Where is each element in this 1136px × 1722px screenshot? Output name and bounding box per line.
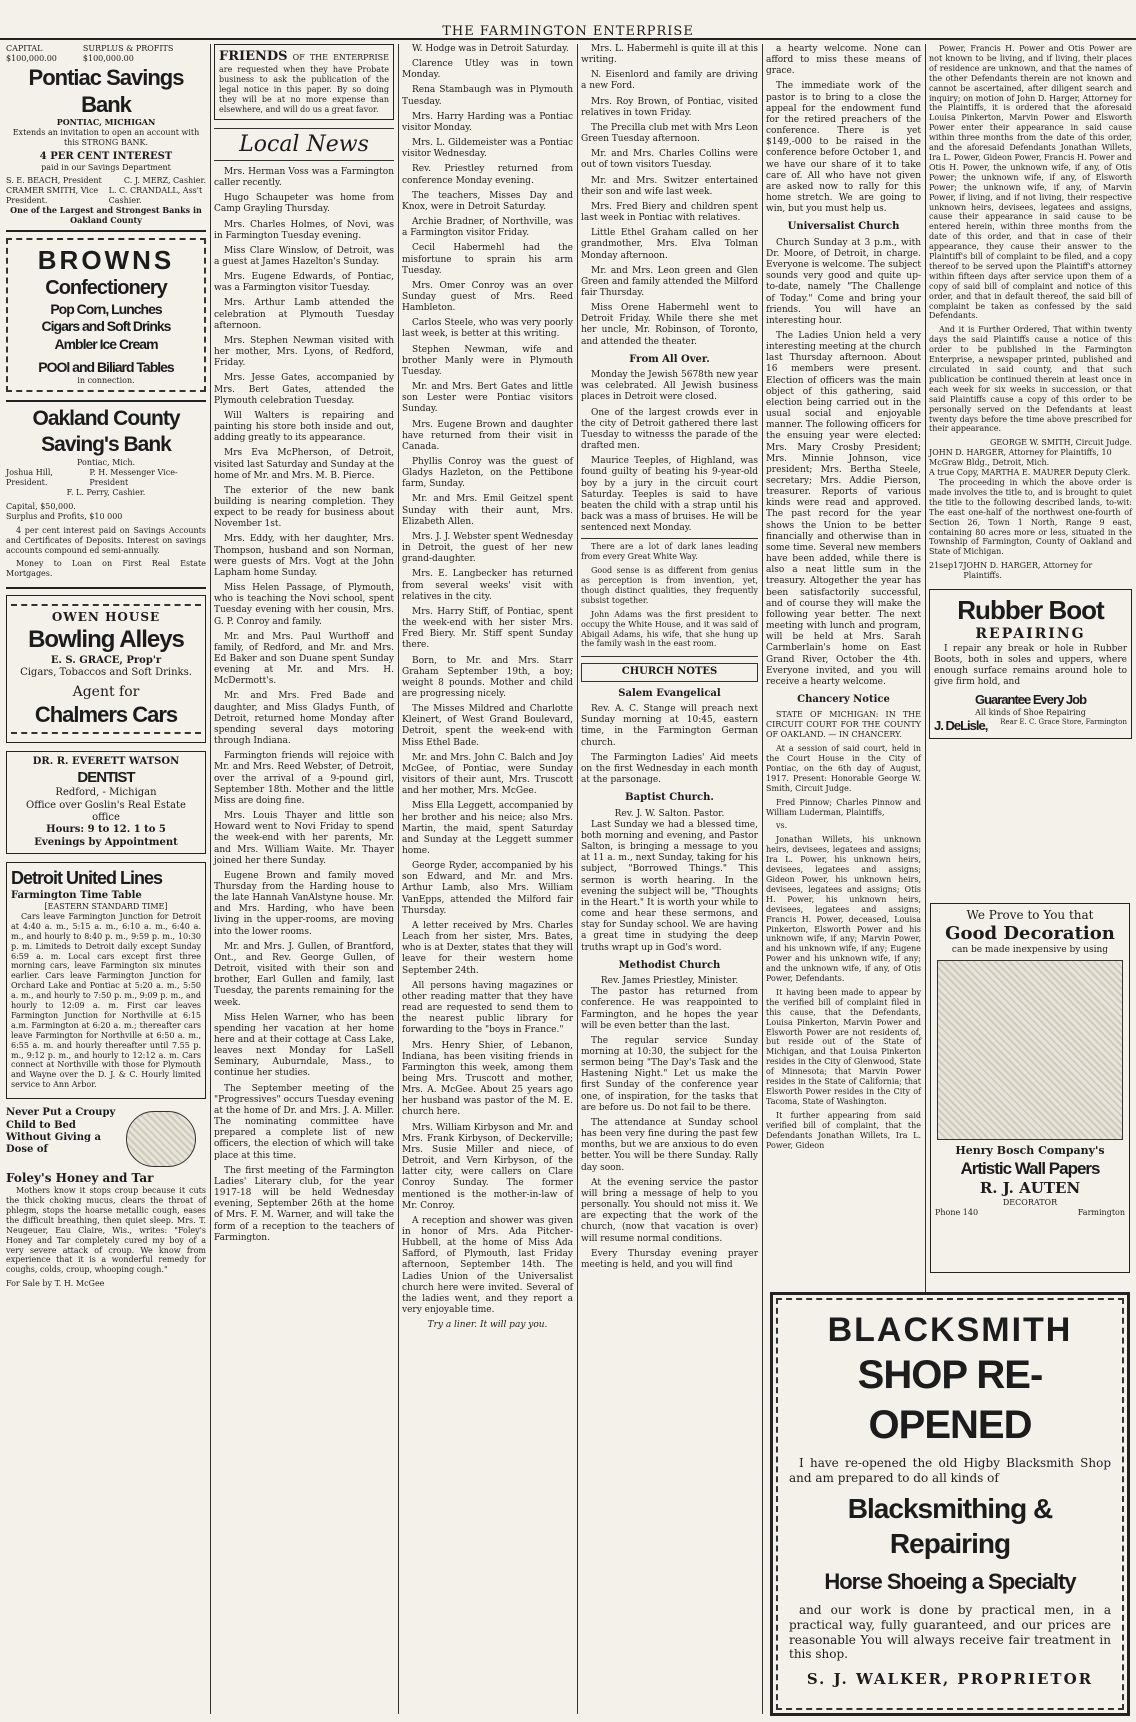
news-paragraph: W. Hodge was in Detroit Saturday. [412,44,569,54]
dentist-evenings: Evenings by Appointment [34,836,178,848]
news-paragraph: Jonathan Willets, his unknown heirs, devisees, legatees and assigns; Ira L. Power, his unknown heirs, devisees, legatees and assigns; Gideon Power, his unknown heirs, devisees, legatees and assigns; Otis H. Power, his unknown heirs, devisees, legatees and assigns; Francis H. Power, deceased, Louisa Pinkerton, Elsworth Power and his unknown wife, if any; Marvin Power, and his unknown wife, if any; Eugene Power and his unknown wife, if any; and the unknown wife, if any, of Otis Power, Defendants. [766,835,921,984]
news-paragraph: Mrs. Stephen Newman visited with her mother, Mrs. Lyons, of Redford, Friday. [214,335,394,369]
news-paragraph: The first meeting of the Farmington Ladies' Literary club, for the year 1917-18 will be held Wednesday evening, September 26th at the home of Mrs. F. M. Warner, and will take the form of a reception to the teachers of Farmington. [214,1165,394,1243]
news-paragraph: Maurice Teeples, of Highland, was found guilty of beating his 9-year-old boy by a jury in the circuit court Saturday. Teeples is said to have beaten the child with a strap until his back was a mass of bruises. He will be sentenced next Monday. [581,456,758,534]
news-paragraph: At the evening service the pastor will bring a message of help to you personally. You should not miss it. We are expecting that the work of the church, (now that vacation is over) will resume normal conditions. [581,1177,758,1244]
dul-name: Detroit United Lines [11,868,163,889]
news-paragraph: Carlos Steele, who was very poorly last week, is better at this writing. [402,318,573,340]
news-paragraph: Mrs. Eugene Brown and daughter have returned from their visit in Canada. [402,419,573,452]
smith-body2: and our work is done by practical men, in a practical way, fully guaranteed, and our prices are reasonable You will always receive fair treatment in this shop. [789,1602,1111,1662]
from-all-over-heading: From All Over. [629,353,710,365]
friends-body: OF THE ENTERPRISE are requested when they have Probate business to ask the publication of the legal notice in this paper. By so doing they will be at no more expense than elsewhere, and will do us a great favor. [219,53,389,114]
bank-name: Pontiac Savings Bank [28,64,184,118]
oakland-bank-ad [6,400,206,589]
deco-role: DECORATOR [1002,1197,1058,1207]
news-paragraph: Miss Ella Leggett, accompanied by her brother and his neice; also Mrs. Martin, the maid, spent Saturday and Sunday at the Leggett summer home. [402,801,573,856]
smith-h2: SHOP RE-OPENED [857,1353,1043,1447]
local-news-heading: Local News [214,128,394,161]
salem-text: The Farmington Ladies' Aid meets on the first Wednesday in each month at the parsonage. [581,752,758,786]
deco-h5: Artistic Wall Papers [960,1158,1100,1178]
owen-agent: Agent for [72,683,140,700]
liner-footer: Try a liner. It will pay you. [427,1320,548,1331]
foley-body: Mothers know it stops croup because it cuts the thick choking mucus, clears the throat of phlegm, stops the hoarse metallic cough, eases the difficult breathing, then quiet sleep. Mrs. T. Neugeuer, Eau Claire, Wis., writes: "Foley's Honey and Tar completely cured my boy of a very severe attack of croup. We know from experience that it is a wonderful remedy for coughs, colds, croup, whooping cough." [6,1186,206,1275]
news-paragraph: Mr. and Mrs. Emil Geitzel spent Sunday with their aunt, Mrs. Elizabeth Allen. [402,494,573,527]
column-legal-ads [929,44,1132,802]
deco-town: Farmington [1077,1207,1125,1217]
news-list [402,44,573,1316]
news-paragraph: Mrs. Omer Conroy was an over Sunday guest of Mrs. Reed Hambleton. [402,280,573,314]
news-paragraph: Phyllis Conroy was the guest of Gladys Hazleton, on the Pettibone farm, Sunday. [402,457,573,490]
smith-h3: Blacksmithing & Repairing [847,1493,1053,1559]
news-paragraph: Mr. and Mrs. Charles Collins were out of town visitors Tuesday. [581,149,758,171]
column-news-3 [402,44,573,1714]
local-news-list [214,167,394,1244]
news-paragraph: All persons having magazines or other reading matter that they have read are requested to send them to the nearest public library for forwarding to the "boys in France." [402,980,573,1036]
news-paragraph: STATE OF MICHIGAN: IN THE CIRCUIT COURT FOR THE COUNTY OF OAKLAND. — IN CHANCERY. [766,710,921,740]
news-paragraph: The September meeting of the "Progressives" occurs Tuesday evening at the home of Dr. and Mrs. J. A. Miller. The nominating committee have prepared a complete list of new officers, the election of which will take place at this time. [214,1083,394,1161]
smith-h4: Horse Shoeing a Specialty [824,1568,1076,1594]
browns-line: in connection. [77,376,135,386]
officer: Joshua Hill, President. [6,468,53,488]
sig-date: 21sep17 [929,561,964,571]
news-paragraph: Mrs. Fred Biery and children spent last week in Pontiac with relatives. [581,201,758,224]
dentist-office: Office over Goslin's Real Estate office [26,799,186,824]
news-paragraph: Good sense is as different from genius as perception is from invention, yet, though distinct qualities, they frequently subsist together. [581,566,758,605]
dul-std: [EASTERN STANDARD TIME] [44,901,168,911]
news-paragraph: The Misses Mildred and Charlotte Kleinert, of West Grand Boulevard, Detroit, spent the week-end with Miss Ethel Bade. [402,704,573,748]
news-list [581,44,758,348]
true-copy: A true Copy, MARTHA E. MAURER Deputy Clerk. [929,468,1131,478]
news-paragraph: Mrs. Harry Harding was a Pontiac visitor Monday. [402,111,573,133]
news-paragraph: Farmington friends will rejoice with Mr. and Mrs. Reed Webster, of Detroit, over the arrival of a 9-pound girl, September 18th. Mother and the little Miss are doing fine. [214,751,394,806]
salem-heading: Salem Evangelical [618,687,721,699]
column-local-news [214,44,394,1714]
rubber-body: I repair any break or hole in Rubber Boots, both in soles and uppers, where enough surface remains around hole to give firm hold, and [934,643,1127,688]
foley-ad [6,1107,206,1289]
dentist-hours: Hours: 9 to 12. 1 to 5 [46,824,166,836]
news-paragraph: Mrs. Eugene Edwards, of Pontiac, was a Farmington visitor Tuesday. [214,272,394,294]
news-paragraph: Mrs. Arthur Lamb attended the celebration at Plymouth Tuesday afternoon. [214,298,394,331]
news-paragraph: Born, to Mr. and Mrs. Starr Graham September 19th, a boy; weight 8 pounds. Mother and child are progressing nicely. [402,655,573,699]
surplus: SURPLUS & PROFITS $100,000.00 [82,44,174,63]
decoration-ad [930,903,1130,1273]
foley-h2: Foley's Honey and Tar [6,1171,154,1186]
news-paragraph: Mr. and Mrs. Switzer entertained their son and wife last week. [581,175,758,197]
news-list [766,44,921,215]
judge: GEORGE W. SMITH, Circuit Judge. [989,438,1132,448]
news-paragraph: A letter received by Mrs. Charles Leach from her sister, Mrs. Bates, who is at Dexter, states that they will leave for their western home September 24th. [402,920,573,976]
legal-text: And it is Further Ordered, That within twenty days the said Plaintiffs cause a notice of this order to be published in the Farmington Enterprise, a newspaper printed, published and circulated in said county, and that such publication be continued therein at least once in each week for six weeks in succession, or that said Plaintiffs cause a copy of this order to be personally served on the Defendants at least twenty days before the time above prescribed for their appearance. [929,325,1132,434]
news-paragraph: At a session of said court, held in the Court House in the City of Pontiac, on the 6th day of August, 1917. Present: Honorable George W. Smith, Circuit Judge. [766,744,921,793]
universalist-list [766,238,921,688]
room-illustration [937,960,1123,1140]
bank-interest: 4 PER CENT INTEREST [39,151,173,163]
detroit-united-ad [6,862,206,1099]
owen-alleys: Bowling Alleys [28,626,184,654]
column-rule [398,44,399,1714]
news-paragraph: N. Eisenlord and family are driving a new Ford. [581,70,758,92]
news-paragraph: Archie Bradner, of Northville, was a Farmington visitor Friday. [402,217,573,239]
signature: JOHN D. HARGER, Attorney for Plaintiffs. [963,561,1093,581]
news-paragraph: It having been made to appear by the verified bill of complaint filed in this cause, that the Defendants, Louisa Pinkerton, Marvin Power and Elsworth Power are not residents of, but reside out of the State of Michigan, and that Louisa Pinkerton resides in the City of Glenwood, State of Minnesota; that Marvin Power resides in the State of California; that Elsworth Power resides in the City of Tacoma, State of Washington. [766,987,921,1106]
blacksmith-ad [770,1292,1130,1716]
news-paragraph: Mrs. Louis Thayer and little son Howard went to Novi Friday to spend the week-end with her parents, Mr. and Mrs. William Waite. Mr. Thayer joined her there Sunday. [214,811,394,866]
salem-text: Rev. A. C. Stange will preach next Sunday morning at 10:45, eastern time, in the Farmington German church. [581,704,758,748]
deco-h4: Henry Bosch Company's [955,1144,1105,1158]
news-paragraph: The immediate work of the pastor is to bring to a close the appeal for the endowment fund for the retired preachers of the conference. There is yet $149,-000 to be raised in the conference before October 1, and we have our share of it to take care of. All who have not given are asked now to rally for this home stretch. We are going to win, but you must help us. [766,81,921,215]
friends-title: FRIENDS [219,49,288,64]
news-paragraph: Mr. and Mrs. J. Gullen, of Brantford, Ont., and Rev. George Gullen, of Detroit, visited with their son and brother, Earl Gullen and family, last Tuesday, the parents remaining for the week. [214,941,394,1008]
baptist-heading: Baptist Church. [625,792,714,804]
news-paragraph: Rev. Priestley returned from conference Monday evening. [402,164,573,186]
dentist-ad [6,751,206,854]
news-paragraph: Mrs. E. Langbecker has returned from several weeks' visit with relatives in the city. [402,569,573,602]
news-paragraph: Miss Helen Warner, who has been spending her vacation at her home here and at their cottage at Cass Lake, leaves next Monday for LaSell Seminary, Auburndale, Mass., to continue her studies. [214,1012,394,1079]
pontiac-bank-ad [6,44,206,232]
news-paragraph: Will Walters is repairing and painting his store both inside and out, adding greatly to its appearance. [214,410,394,444]
oakland-surplus: Surplus and Profits, $10 000 [6,511,123,521]
news-paragraph: Little Ethel Graham called on her grandmother, Mrs. Elva Tolman Monday afternoon. [581,228,758,261]
news-paragraph: Mrs. Herman Voss was a Farmington caller recently. [214,166,394,189]
dentist-place: Redford, - Michigan [55,787,157,799]
news-paragraph: John Adams was the first president to occupy the White House, and it was said of Abigail Adams, his wife, that she hung up the family wash in the east room. [581,609,758,649]
rubber-kinds: All kinds of Shoe Repairing [975,708,1086,718]
news-paragraph: Mr. and Mrs. John C. Balch and Joy McGee, of Pontiac, were Sunday visitors of their aunt, Mrs. Truscott and her mother, Mrs. McGee. [402,752,573,797]
news-paragraph: Hugo Schaupeter was home from Camp Grayling Thursday. [214,193,394,215]
news-paragraph: Mrs. Roy Brown, of Pontiac, visited relatives in town Friday. [581,96,758,118]
news-paragraph: Mr. and Mrs. Leon green and Glen Green and family attended the Milford fair Thursday. [581,265,758,298]
column-rule [210,44,211,1714]
news-paragraph: Mrs. Henry Shier, of Lebanon, Indiana, has been visiting friends in Farmington this week, among them being Mrs. Truscott and mother, Mrs. A. McGee. About 25 years ago her husband was pastor of the M. E. church here. [402,1040,573,1118]
rubber-title: Rubber Boot [957,595,1104,626]
news-paragraph: George Ryder, accompanied by his son Edward, and Mr. and Mrs. Arthur Lamb, also Mrs. William VanEpps, attended the Milford fair Thursday. [402,861,573,916]
column-rule [762,44,763,1714]
browns-ad [6,238,206,392]
news-paragraph: Mrs. Eddy, with her daughter, Mrs. Thompson, husband and son Norman, were guests of Mrs. Vogt at the John Lapham home Sunday. [214,534,394,578]
friends-notice [214,44,394,120]
deco-name: R. J. AUTEN [979,1179,1081,1198]
dul-table: Farmington Time Table [11,889,142,901]
news-paragraph: Cecil Habermehl had the misfortune to sprain his arm Tuesday. [402,243,573,276]
news-paragraph: There are a lot of dark lanes leading from every Great White Way. [581,542,758,562]
deco-h2: Good Decoration [945,922,1115,944]
news-paragraph: The regular service Sunday morning at 10:30, the subject for the sermon being "The Day's Task and the Hastening Night." Let us make the first Sunday of the conference year one, of inspiration, for the tasks that are before us. Do not fail to be there. [581,1035,758,1113]
rubber-guar: Guarantee Every Job [974,692,1087,708]
bank-tagline: One of the Largest and Strongest Banks in Oakland County [10,205,202,225]
smith-prop: S. J. WALKER, PROPRIETOR [806,1670,1094,1689]
column-news-4 [581,44,758,1714]
column-church-legal [766,44,922,1150]
legal-text: The proceeding in which the above order is made involves the title to, and is brought to quiet the title to the following described lands, to-wit: The east one-half of the northwest one-fourth of Section 26, Town 1 North, Range 9 east, containing 80 acres more or less, situated in the Township of Farmington, County of Oakland and State of Michigan. [929,477,1132,557]
smith-body: I have re-opened the old Higby Blacksmith Shop and am prepared to do all kinds of [789,1456,1111,1486]
from-all-over-list [581,370,758,534]
dul-body: Cars leave Farmington Junction for Detroit at 4:40 a. m., 5:15 a. m., 6:10 a. m., 6:40 a. m., and hourly to 8:40 p. m., 9:59 p. m., 10:30 p. m. Limiteds to Detroit daily except Sunday 6:59 a. m. Local cars except first three morning cars, leave Farmington six minutes earlier. Cars leave Farmington Junction for Orchard Lake and Pontiac at 5:20 a. m., 5:50 a. m., and hourly to 7:50 p. m., 9:09 p. m., and hourly to 12:09 a. m. First car leaves Farmington Junction for Northville at 6:15 a.m. Farmington at 6:20 a. m.; thereafter cars leave Farmington for Northville at 6:50 a. m., 6:55 a. m. and hourly thereafter until 7.55 p. m., 9:12 p. m., and hourly to 12:12 a. m. Cars connect at Northville with those for Plymouth and Wayne over the D. J. & C. Hourly limited service to Ann Arbor. [11,911,201,1090]
masthead [0,0,1136,40]
news-paragraph: Every Thursday evening prayer meeting is held, and you will find [581,1248,758,1270]
browns-line: Pop Corn, Lunches [50,300,162,317]
rubber-addr: Rear E. C. Grace Store, Farmington [1000,718,1127,727]
officer: C. J. MERZ, Cashier. [123,176,206,186]
capital: CAPITAL $100,000.00 [6,44,57,63]
news-paragraph: Mrs. Jesse Gates, accompanied by Mrs. Bert Gates, attended the Plymouth celebration Tuesday. [214,373,394,406]
church-notes-heading: CHURCH NOTES [581,663,758,681]
fillers [581,538,758,657]
news-paragraph: vs. [776,821,788,831]
news-paragraph: Mrs. Charles Holmes, of Novi, was in Farmington Tuesday evening. [214,219,394,241]
oakland-loan: Money to Loan on First Real Estate Mortgages. [6,559,206,579]
browns-name: BROWNS [37,244,175,275]
news-paragraph: One of the largest crowds ever in the city of Detroit gathered there last Tuesday to witnesss the parade of the drafted men. [581,407,758,452]
dentist-title: DENTIST [77,768,135,786]
oakland-name: Saving's Bank [41,433,171,457]
news-paragraph: Church Sunday at 3 p.m., with Dr. Moore, of Detroit, in charge. Everyone is welcome. The subject sounds very good and quite up-to-date, namely "The Challenge of Today." Come and bring your friends. You will have an interesting hour. [766,237,922,326]
news-paragraph: Mrs. J. J. Webster spent Wednesday in Detroit, the guest of her new grand-daughter. [402,531,573,565]
browns-line: Ambler Ice Cream [54,335,158,352]
newspaper-title: THE FARMINGTON ENTERPRISE [442,24,694,39]
rubber-boot-ad [929,589,1132,739]
chancery-heading: Chancery Notice [797,693,890,705]
foley-h1: Never Put a Croupy Child to Bed Without Giving a Dose of [6,1107,116,1156]
news-paragraph: Miss Helen Passage, of Plymouth, who is teaching the Novi school, spent Tuesday evening with her cousin, Mrs. G. P. Conroy and family. [214,583,394,627]
news-paragraph: a hearty welcome. None can afford to miss these means of grace. [766,44,921,77]
column-rule [577,44,578,1714]
browns-line: Confectionery [45,277,167,300]
news-paragraph: The teachers, Misses Day and Knox, were in Detroit Saturday. [402,190,573,212]
universalist-heading: Universalist Church [787,221,900,233]
news-paragraph: Stephen Newman, wife and brother Manly were in Plymouth Tuesday. [402,344,573,377]
news-paragraph: The exterior of the new bank building is nearing completion. They expect to be ready for business about November 1st. [214,485,394,530]
news-paragraph: Mr. and Mrs. Bert Gates and little son Lester were Pontiac visitors Sunday. [402,382,573,415]
news-paragraph: Mrs Eva McPherson, of Detroit, visited last Saturday and Sunday at the home of Mr. and Mrs. M. B. Pierce. [214,448,394,481]
news-paragraph: Mr. and Mrs. Paul Wurthoff and family, of Redford, and Mr. and Mrs. Ed Baker and son Duane spent Sunday evening at Mr. and Mrs. H. McDermott's. [214,631,394,687]
officer: CRAMER SMITH, Vice President. [6,186,99,206]
news-paragraph: Mrs. L. Gildemeister was a Pontiac visitor Wednesday. [402,138,573,160]
news-paragraph: Eugene Brown and family moved Thursday from the Harding house to the late Hannah VanAlstyne house. Mr. and Mrs. Harding, who have been living in the upper-rooms, are moving into the lower rooms. [214,870,394,937]
bank-dept: paid in our Savings Department [41,163,171,173]
news-paragraph: Mr. and Mrs. Fred Bade and daughter, and Miss Gladys Funth, of Detroit, returned home Monday after spending several days motoring through Indiana. [214,691,394,747]
news-paragraph: The Precilla club met with Mrs Leon Green Tuesday afternoon. [581,122,758,145]
oakland-capital: Capital, $50,000. [6,501,76,511]
owen-house-ad [6,595,206,743]
news-paragraph: Miss Clare Winslow, of Detroit, was a guest at James Hazelton's Sunday. [214,245,394,267]
methodist-list [581,987,758,1271]
officer: F. L. Perry, Cashier. [66,488,146,498]
officer: L. C. CRANDALL, Ass't Cashier. [108,186,203,206]
rubber-sub: REPAIRING [975,626,1086,643]
owen-prop: E. S. GRACE, Prop'r [50,654,162,666]
news-paragraph: Miss Orene Habermehl went to Detroit Friday. While there she met her uncle, Mr. Robinson, of Toronto, and attended the theater. [581,303,758,347]
foley-sale: For Sale by T. H. McGee [6,1279,105,1289]
deco-phone: Phone 140 [935,1207,979,1217]
news-paragraph: The attendance at Sunday school has been very fine during the past few months, but we are anxious to do even better. You will be there Sunday. Rally day soon. [581,1117,758,1173]
oakland-place: Pontiac, Mich. [76,458,136,468]
deco-h3: can be made inexpensive by using [951,945,1109,956]
officer: S. E. BEACH, President [6,176,102,186]
column-ads-left [6,44,206,1714]
oakland-terms: 4 per cent interest paid on Savings Accounts and Certificates of Deposits. Interest on savings accounts compound ed semi-annually. [6,525,206,555]
baby-illustration [126,1111,196,1167]
news-paragraph: A reception and shower was given in honor of Mrs. Ada Pitcher-Hubbell, at the home of Miss Ada Safford, of Plymouth, last Friday afternoon, September 14th. The Ladies Union of the Universalist church here were invited. Several of the ladies went, and they report a very enjoyable time. [402,1215,573,1316]
bank-invite: Extends an invitation to open an account with this STRONG BANK. [12,128,200,148]
methodist-pastor: Rev. James Priestley, Minister. [600,976,739,987]
news-paragraph: Monday the Jewish 5678th new year was celebrated. All Jewish business places in Detroit were closed. [581,370,758,403]
officer: P. H. Messenger Vice-President [89,468,178,488]
deco-h1: We Prove to You that [966,908,1094,922]
owen-line: Cigars, Tobaccos and Soft Drinks. [20,667,192,679]
dentist-name: DR. R. EVERETT WATSON [32,756,180,768]
baptist-pastor: Rev. J. W. Salton. Pastor. [614,808,725,819]
baptist-text: Last Sunday we had a blessed time, both morning and evening, and Pastor Salton, is bringing a message to you at 11 a. m., next Sunday, taking for his subject, "Borrowed Things." This sermon is worth hearing. In the evening the subject will be, "Thoughts in the Heart." It is worth your while to come and hear these sermons, and stay for Sunday school. We are having a great time in studying the deep truths wrapt up in God's word. [581,819,758,953]
rubber-name: J. DeLisle, [934,718,988,734]
smith-h1: BLACKSMITH [827,1311,1073,1349]
owen-cars: Chalmers Cars [34,702,178,728]
news-paragraph: The pastor has returned from conference. He was reappointed to Farmington, and he hopes the year will be even better than the last. [581,987,758,1031]
chancery-list [766,710,921,1150]
methodist-heading: Methodist Church [618,959,721,971]
browns-line: Cigars and Soft Drinks [41,318,171,335]
news-paragraph: Mrs. Harry Stiff, of Pontiac, spent the week-end with her sister Mrs. Fred Biery. Mr. Stiff spent Sunday there. [402,606,573,651]
bank-place: PONTIAC, MICHIGAN [56,117,156,128]
legal-text: Power, Francis H. Power and Otis Power are not known to be living, and if living, their places of residence are unknown, and that the names of the other Defendants therein are not known and cannot be ascertained, after diligent search and inquiry; on motion of John D. Harger, Attorney for the Plaintiffs, it is ordered that the aforesaid Louisa Pinkerton, Marvin Power and Elsworth Power enter their appearance in said cause within three months from the date of this order, and the aforesaid Defendants Jonathan Willets, Ira L. Power, Gideon Power, Francis H. Power and Otis H. Power, the unknown wife, if any, of Otis Power; the unknown wife, if any, of Elsworth Power; the unknown wife, if any, of Marvin Power, if living, and if not living, their respective unknown heirs, devisees, legatees and assigns, cause their appearance in said cause to be entered herein, within three months from the date of this order, and that in case of their appearance, they cause their answer to the Plaintiff's bill of complaint to be filed, and a copy thereof to be served upon the Plaintiff's attorney within fifteen days after service upon them of a copy of said bill of complaint and notice of this order, and that in default thereof, the said bill of complaint be taken as confessed by the said Defendants. [929,44,1132,321]
oakland-name: Oakland County [32,407,180,431]
news-paragraph: Fred Pinnow; Charles Pinnow and William Luderman, Plaintiffs, [766,797,921,817]
news-paragraph: Mrs. William Kirbyson and Mr. and Mrs. Frank Kirbyson, of Deckerville; Mrs. Susie Miller and niece, of Detroit, and Vern Kirbyson, of the latter city, were callers on Clare Conroy Sunday. The former mentioned is the mother-in-law of Mr. Conroy. [402,1122,573,1211]
news-paragraph: It further appearing from said verified bill of complaint, that the Defendants Jonathan Willets, Ira L. Power, Gideon [766,1110,921,1150]
news-paragraph: Rena Stambaugh was in Plymouth Tuesday. [402,85,573,107]
news-paragraph: The Ladies Union held a very interesting meeting at the church last Thursday afternoon. About 16 members were present. Election of officers was the main object of this gathering, said election being carried out in the usual social and enjoyable manner. The following officers for the ensuing year were elected: Mrs. Mary Crosby President; Mrs. Minnie Johnson, vice president; Mrs. Bertha Steele, secretary; Mrs. Addie Pierson, treasurer. Reports of various kinds were read and approved. The past record for the year shows the Union to be better financially and otherwise than in some time. Several new members have been added, while there is also a neat little sum in the treasury. Altogether the year has been satisfactorily successful, and of course they will make the following year better. The next meeting with lunch and program, will be held at Mrs. Sarah Carmberlain's home on East Grand River, October the 4th. Everyone invited, and you will receive a hearty welcome. [766,330,921,687]
owen-name: OWEN HOUSE [51,610,161,625]
browns-line: POOl and Biliard Tables [38,359,174,375]
news-paragraph: Mrs. L. Habermehl is quite ill at this writing. [581,44,758,66]
news-paragraph: Clarence Utley was in town Monday. [402,59,573,81]
attorney: JOHN D. HARGER, Attorney for Plaintiffs, 10 McGraw Bldg., Detroit, Mich. [929,448,1112,468]
